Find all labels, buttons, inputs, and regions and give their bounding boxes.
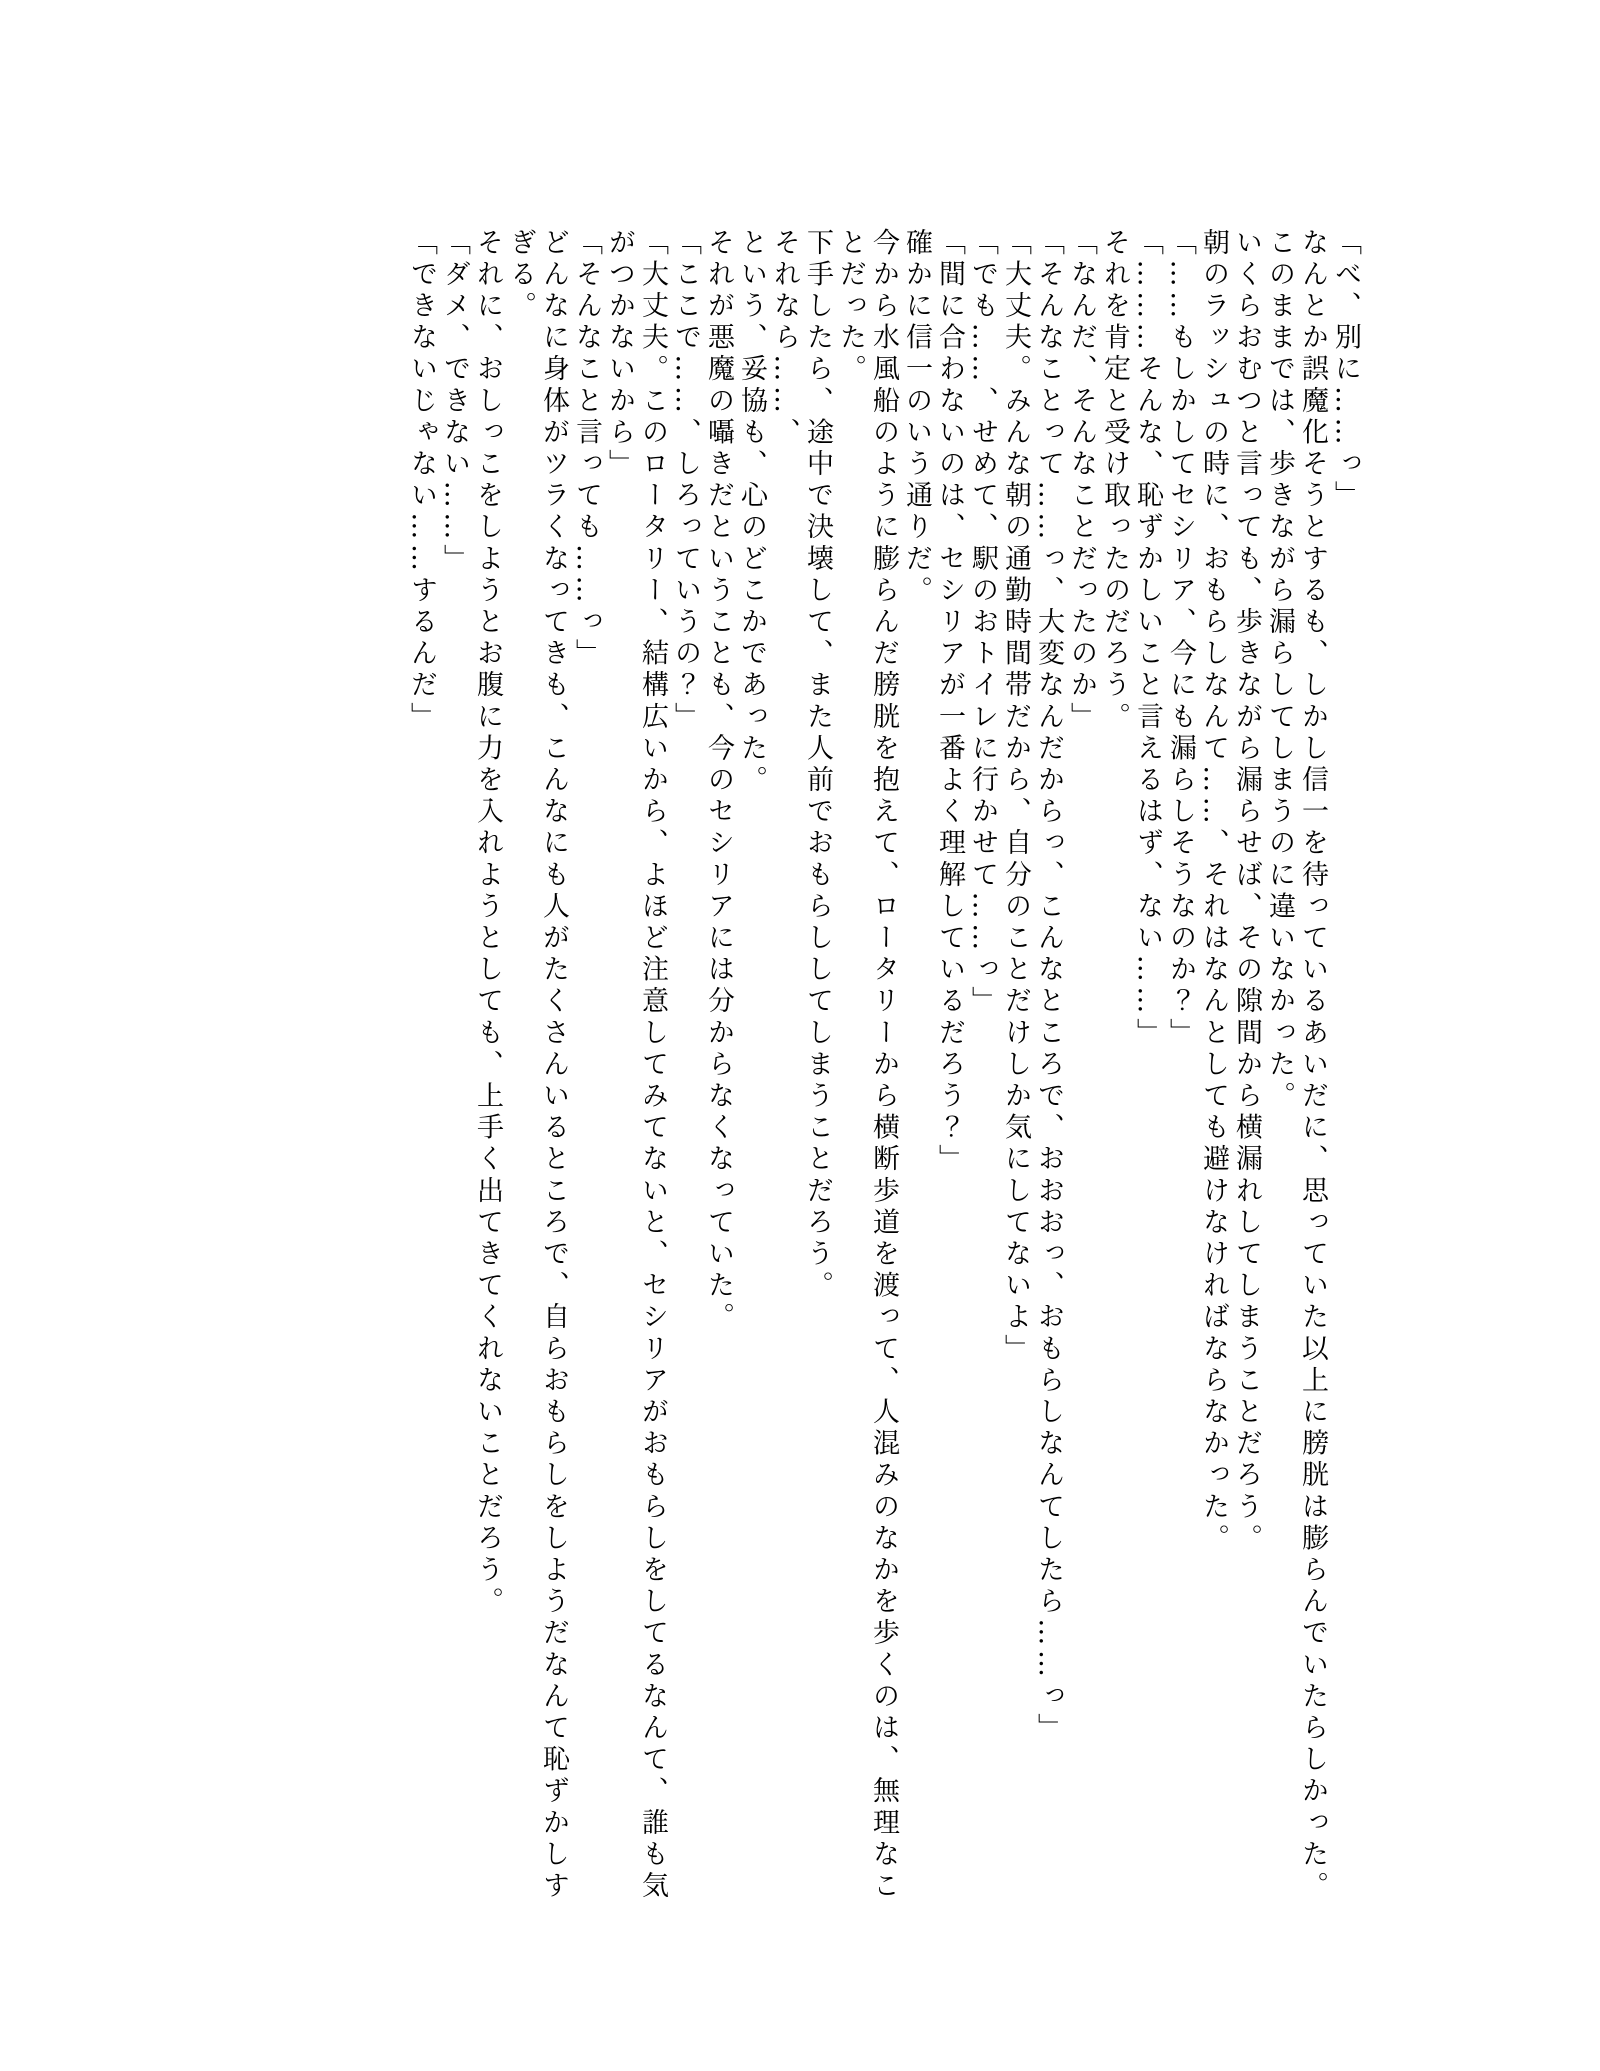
text-line: それが悪魔の囁きだということも、今のセシリアには分からなくなっていた。 xyxy=(703,228,734,1334)
text-line: 「なんだ、そんなことだったのか」 xyxy=(1066,228,1097,734)
text-line: 「間に合わないのは、セシリアが一番よく理解しているだろう？」 xyxy=(934,228,965,1176)
text-line: なんとか誤魔化そうとするも、しかし信一を待っているあいだに、思っていた以上に膀胱は膨らんでいたらしかった。 xyxy=(1297,228,1328,1903)
text-line: 今から水風船のように膨らんだ膀胱を抱えて、ロータリーから横断歩道を渡って、人混みのなかを歩くのは、無理なことだった。 xyxy=(835,228,899,1903)
text-line: 「べ、別に……っ」 xyxy=(1330,228,1361,513)
text-line: 朝のラッシュの時に、おもらしなんて……、それはなんとしても避けなければならなかった。 xyxy=(1198,228,1229,1556)
text-line: 確かに信一のいう通りだ。 xyxy=(901,228,932,608)
text-line: という、妥協も、心のどこかであった。 xyxy=(736,228,767,797)
text-line: 「ここで……、しろっていうの？」 xyxy=(670,228,701,734)
text-line: 「そんなことって……っ、大変なんだからっ、こんなところで、おおおっ、おもらしなんてしたら……っ」 xyxy=(1033,228,1064,1745)
text-line: いくらおむつと言っても、歩きながら漏らせば、その隙間から横漏れしてしまうことだろう。 xyxy=(1231,228,1262,1556)
text-line: 「大丈夫。みんな朝の通勤時間帯だから、自分のことだけしか気にしてないよ」 xyxy=(1000,228,1031,1366)
text-line: 「でも……、せめて、駅のおトイレに行かせて……っ」 xyxy=(967,228,998,1018)
text-line: 下手したら、途中で決壊して、また人前でおもらししてしまうことだろう。 xyxy=(802,228,833,1303)
text-line: それに、おしっこをしようとお腹に力を入れようとしても、上手く出てきてくれないことだろう。 xyxy=(472,228,503,1619)
text-line: どんなに身体がツラくなってきも、こんなにも人がたくさんいるところで、自らおもらしをしようだなんて恥ずかしすぎる。 xyxy=(505,228,569,1903)
text-line: 「……もしかしてセシリア、今にも漏らしそうなのか？」 xyxy=(1165,228,1196,1050)
text-line: それなら……、 xyxy=(769,228,800,450)
text-line: 「できないじゃない……するんだ」 xyxy=(406,228,437,734)
text-line: 「大丈夫。このロータリー、結構広いから、よほど注意してみてないと、セシリアがおもらしをしてるなんて、誰も気がつかないから」 xyxy=(604,228,668,1903)
vertical-text-block xyxy=(405,228,1362,1933)
text-line: それを肯定と受け取ったのだろう。 xyxy=(1099,228,1130,734)
text-line: 「そんなこと言っても……っ」 xyxy=(571,228,602,671)
text-line: 「………そんな、恥ずかしいこと言えるはず、ない……」 xyxy=(1132,228,1163,1050)
text-line: 「ダメ、できない……」 xyxy=(439,228,470,576)
text-line: このままでは、歩きながら漏らしてしまうのに違いなかった。 xyxy=(1264,228,1295,1113)
